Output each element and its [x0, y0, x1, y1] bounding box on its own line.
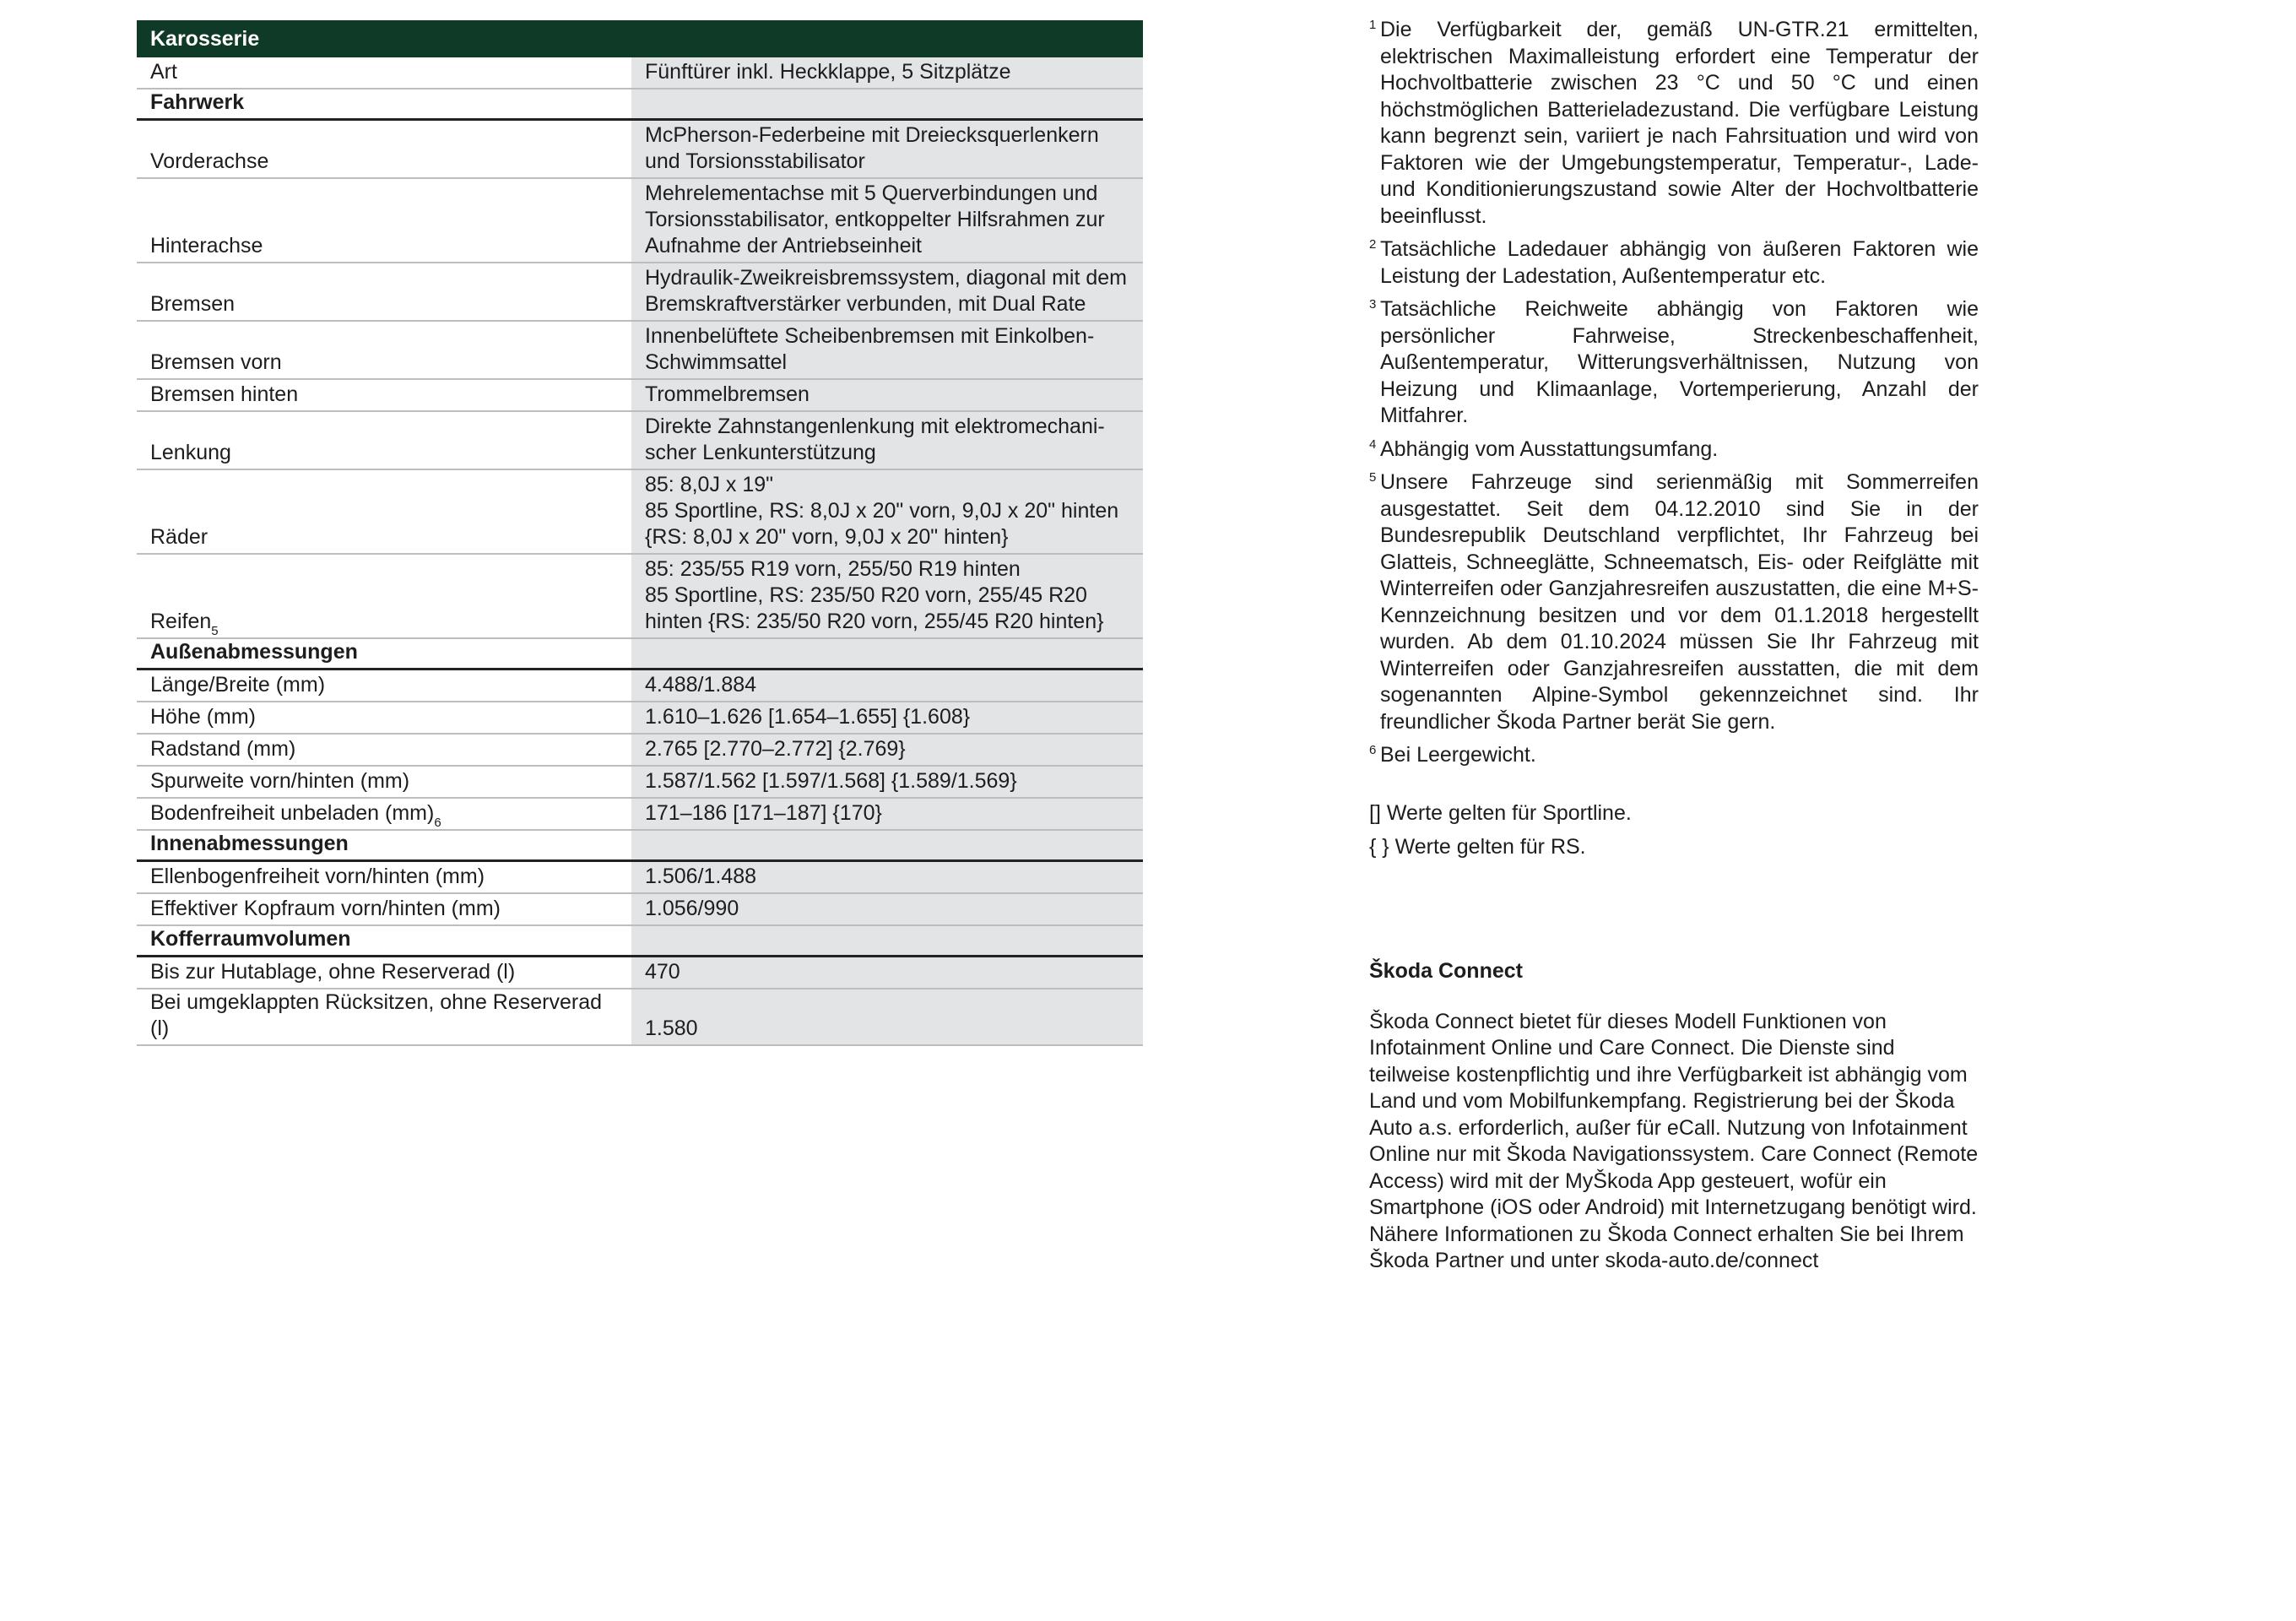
- spec-value: [631, 121, 1143, 177]
- spec-row: [137, 735, 1143, 767]
- spec-row: [137, 702, 1143, 735]
- footnote-number: 3: [1369, 297, 1377, 312]
- spec-row: [137, 57, 1143, 89]
- value-line: Innenbelüftete Scheibenbremsen mit Einkolben-: [645, 324, 1095, 348]
- spec-label: Art: [150, 60, 177, 84]
- value-line: 2.765 [2.770–2.772] {2.769}: [645, 737, 906, 761]
- spec-row: [137, 179, 1143, 263]
- spec-label: Bei umgeklappten Rücksitzen, ohne Reserverad (l): [150, 990, 603, 1040]
- spec-value: [631, 470, 1143, 553]
- spec-row: [137, 767, 1143, 799]
- value-line: 1.587/1.562 [1.597/1.568] {1.589/1.569}: [645, 769, 1017, 793]
- value-line: scher Lenkunterstützung: [645, 441, 876, 464]
- spec-row: [137, 555, 1143, 639]
- spec-value: [631, 263, 1143, 320]
- spec-row: [137, 957, 1143, 989]
- spec-label: Spurweite vorn/hinten (mm): [150, 769, 410, 793]
- value-line: 1.580: [645, 1017, 698, 1040]
- spec-row: [137, 989, 1143, 1046]
- value-line: 1.610–1.626 [1.654–1.655] {1.608}: [645, 705, 971, 729]
- bracket-note-rs: { } Werte gelten für RS.: [1369, 834, 1586, 859]
- footnotes: [1369, 17, 1979, 864]
- value-line: {RS: 8,0J x 20" vorn, 9,0J x 20" hinten}: [645, 525, 1009, 549]
- spec-value: [631, 767, 1143, 797]
- footnote-list: [1369, 17, 1979, 769]
- spec-label: Räder: [150, 525, 208, 549]
- spec-value: [631, 89, 1143, 118]
- value-line: 171–186 [171–187] {170}: [645, 801, 882, 825]
- spec-row: [137, 380, 1143, 412]
- value-line: und Torsionsstabilisator: [645, 149, 865, 173]
- spec-row: [137, 121, 1143, 179]
- value-line: 85: 8,0J x 19": [645, 473, 774, 496]
- spec-label: Hinterachse: [150, 234, 263, 258]
- spec-row: [137, 412, 1143, 470]
- spec-value: [631, 57, 1143, 88]
- footnote-number: 5: [1369, 470, 1377, 485]
- spec-label: Länge/Breite (mm): [150, 673, 326, 697]
- spec-label: Bremsen: [150, 292, 236, 316]
- spec-value: [631, 380, 1143, 410]
- value-line: 470: [645, 960, 680, 984]
- section-row: [137, 831, 1143, 862]
- section-row: [137, 926, 1143, 957]
- value-line: Fünftürer inkl. Heckklappe, 5 Sitzplätze: [645, 60, 1011, 84]
- footnote-2: [1369, 236, 1979, 290]
- section-label: Innenabmessungen: [150, 832, 349, 855]
- value-line: Aufnahme der Antriebseinheit: [645, 234, 922, 258]
- value-line: Hydraulik-Zweikreisbremssystem, diagonal mit dem: [645, 266, 1127, 290]
- spec-value: [631, 926, 1143, 955]
- spec-row: [137, 322, 1143, 380]
- spec-value: [631, 735, 1143, 765]
- spec-value: [631, 799, 1143, 829]
- spec-row: [137, 862, 1143, 894]
- value-line: Bremskraftverstärker verbunden, mit Dual Rate: [645, 292, 1086, 316]
- connect-title: Škoda Connect: [1369, 959, 1523, 983]
- spec-value: [631, 989, 1143, 1044]
- value-line: 1.056/990: [645, 897, 739, 920]
- value-line: Torsionsstabilisator, entkoppelter Hilfsrahmen zur: [645, 208, 1105, 231]
- value-line: 85 Sportline, RS: 235/50 R20 vorn, 255/45 R20: [645, 583, 1087, 607]
- value-line: hinten {RS: 235/50 R20 vorn, 255/45 R20 hinten}: [645, 610, 1104, 633]
- value-line: 1.506/1.488: [645, 865, 757, 888]
- spec-label: Vorderachse: [150, 149, 269, 173]
- section-header-karosserie: Karosserie: [137, 20, 1143, 57]
- spec-label: Effektiver Kopfraum vorn/hinten (mm): [150, 897, 501, 920]
- connect-body: Škoda Connect bietet für dieses Modell Funktionen von Infotainment Online und Care Connect. Die Dienste sind teilweise kostenpflichtig und ihre Verfügbarkeit ist abhängig vom Land und vom Mobilfunkempfang. Registrierung bei der Škoda Auto a.s. erforderlich, außer für eCall. Nutzung von Infotainment Online nur mit Škoda Navigationssystem. Care Connect (Remote Access) wird mit der MyŠkoda App gesteuert, wofür ein Smartphone (iOS oder Android) mit Internetzugang benötigt wird. Nähere Informationen zu Škoda Connect erhalten Sie bei Ihrem Škoda Partner und unter skoda-auto.de/connect: [1369, 1009, 1979, 1272]
- spec-table: [137, 20, 1143, 1046]
- footnote-5: [1369, 469, 1979, 735]
- bracket-note-sportline: [] Werte gelten für Sportline.: [1369, 800, 1632, 825]
- footnote-number: 2: [1369, 237, 1377, 252]
- spec-label: Radstand (mm): [150, 737, 296, 761]
- footnote-4: [1369, 436, 1979, 464]
- spec-value: [631, 862, 1143, 892]
- spec-rows: [137, 57, 1143, 1046]
- section-label: Kofferraumvolumen: [150, 927, 351, 951]
- spec-row: [137, 894, 1143, 926]
- spec-row: [137, 670, 1143, 702]
- value-line: 4.488/1.884: [645, 673, 757, 697]
- value-line: 85: 235/55 R19 vorn, 255/50 R19 hinten: [645, 557, 1021, 581]
- spec-label: Bremsen hinten: [150, 382, 299, 406]
- section-row: [137, 89, 1143, 121]
- spec-label: Ellenbogenfreiheit vorn/hinten (mm): [150, 865, 485, 888]
- value-line: Schwimmsattel: [645, 350, 788, 374]
- spec-label: Bis zur Hutablage, ohne Reserverad (l): [150, 960, 516, 984]
- spec-value: [631, 639, 1143, 668]
- skoda-connect: [1369, 958, 1979, 1275]
- value-line: Direkte Zahnstangenlenkung mit elektromechani-: [645, 415, 1105, 438]
- footnote-1: [1369, 17, 1979, 230]
- footnote-number: 1: [1369, 18, 1377, 32]
- footnote-text: Bei Leergewicht.: [1380, 743, 1536, 767]
- spec-row: [137, 799, 1143, 831]
- spec-label: Bremsen vorn: [150, 350, 282, 374]
- spec-row: [137, 470, 1143, 555]
- spec-value: [631, 670, 1143, 701]
- footnote-text: Tatsächliche Ladedauer abhängig von äußeren Faktoren wie Leistung der Ladestation, Außentemperatur etc.: [1380, 237, 1979, 288]
- value-line: 85 Sportline, RS: 8,0J x 20" vorn, 9,0J x 20" hinten: [645, 499, 1119, 523]
- value-line: Mehrelementachse mit 5 Querverbindungen und: [645, 182, 1098, 205]
- section-row: [137, 639, 1143, 670]
- section-label: Außenabmessungen: [150, 640, 358, 664]
- footnote-text: Unsere Fahrzeuge sind serienmäßig mit Sommerreifen ausgestattet. Seit dem 04.12.2010 sind Sie in der Bundesrepublik Deutschland verpflichtet, Ihr Fahrzeug bei Glatteis, Schneeglätte, Schneematsch, Eis- oder Reifglätte mit Winterreifen oder Ganzjahresreifen auszustatten, die eine M+S-Kennzeichnung besitzen und vor dem 01.1.2018 hergestellt wurden. Ab dem 01.10.2024 müssen Sie Ihr Fahrzeug mit Winterreifen oder Ganzjahresreifen ausstatten, die mit dem sogenannten Alpine-Symbol gekennzeichnet sind. Ihr freundlicher Škoda Partner berät Sie gern.: [1380, 470, 1979, 734]
- footnote-3: [1369, 296, 1979, 430]
- spec-value: [631, 831, 1143, 859]
- spec-label: Reifen $^5$: [150, 610, 219, 638]
- spec-value: [631, 702, 1143, 733]
- footnote-text: Tatsächliche Reichweite abhängig von Faktoren wie persönlicher Fahrweise, Streckenbeschaffenheit, Außentemperatur, Witterungsverhältnissen, Nutzung von Heizung und Klimaanlage, Vortemperierung, Anzahl der Mitfahrer.: [1380, 297, 1979, 427]
- footnote-text: Abhängig vom Ausstattungsumfang.: [1380, 436, 1719, 461]
- spec-value: [631, 894, 1143, 924]
- section-label: Fahrwerk: [150, 90, 245, 114]
- spec-value: [631, 412, 1143, 469]
- spec-label: Höhe (mm): [150, 705, 257, 729]
- spec-value: [631, 322, 1143, 378]
- footnote-number: 4: [1369, 436, 1377, 452]
- spec-label: Bodenfreiheit unbeladen (mm) $^6$: [150, 801, 441, 830]
- value-line: McPherson-Federbeine mit Dreiecksquerlenkern: [645, 123, 1099, 147]
- spec-value: [631, 555, 1143, 637]
- spec-value: [631, 179, 1143, 262]
- footnote-number: 6: [1369, 743, 1377, 757]
- spec-label: Lenkung: [150, 441, 231, 464]
- footnote-6: [1369, 742, 1979, 769]
- value-line: Trommelbremsen: [645, 382, 810, 406]
- footnote-text: Die Verfügbarkeit der, gemäß UN-GTR.21 ermittelten, elektrischen Maximalleistung erfordert eine Temperatur der Hochvoltbatterie zwischen 23 °C und 50 °C und einen höchstmöglichen Batterieladezustand. Die verfügbare Leistung kann begrenzt sein, variiert je nach Fahrsituation und wird von Faktoren wie der Umgebungstemperatur, Temperatur-, Lade- und Konditionierungszustand sowie Alter der Hochvoltbatterie beeinflusst.: [1380, 18, 1979, 228]
- spec-value: [631, 957, 1143, 988]
- spec-row: [137, 263, 1143, 322]
